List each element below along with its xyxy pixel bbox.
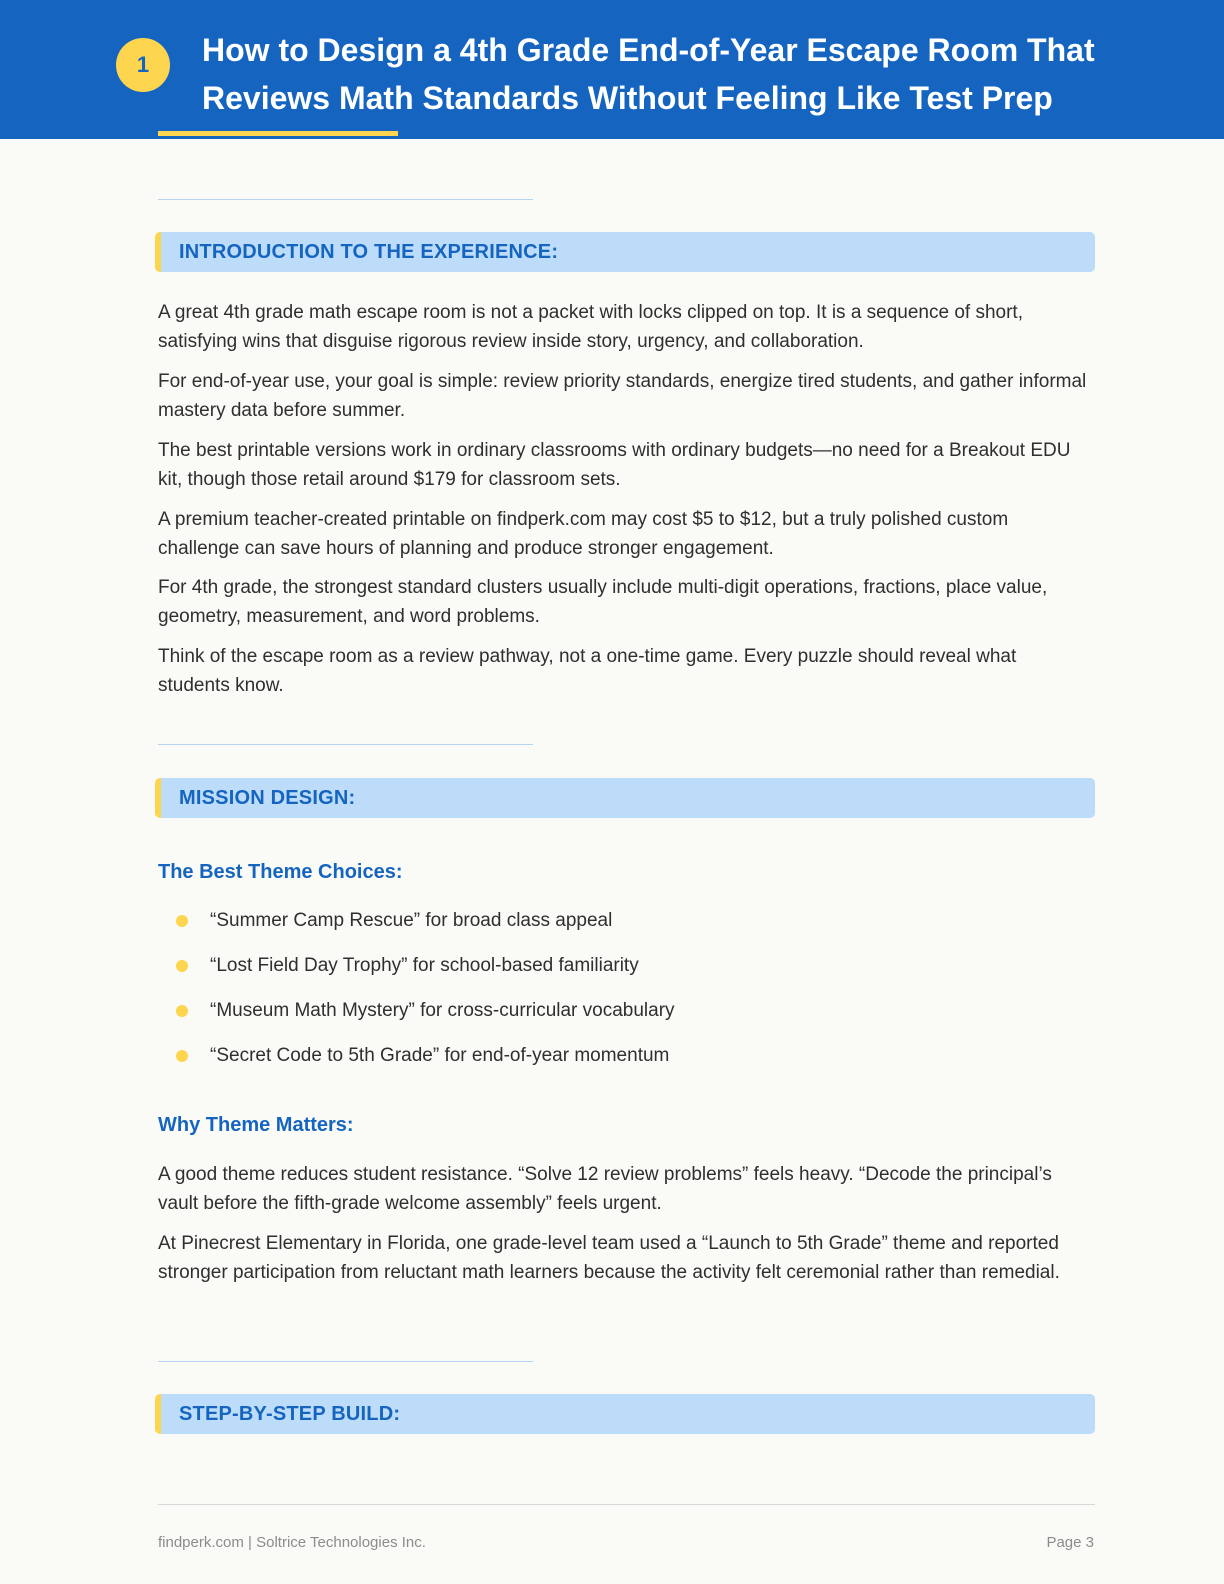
list-item-text: “Summer Camp Rescue” for broad class appeal (210, 910, 613, 931)
footer-page-number: Page 3 (1046, 1534, 1094, 1551)
footer-divider (158, 1504, 1095, 1505)
list-item-text: “Lost Field Day Trophy” for school-based familiarity (210, 955, 639, 976)
paragraph: Think of the escape room as a review pathway, not a one-time game. Every puzzle should reveal what students know. (158, 646, 1017, 696)
page-title (202, 26, 1202, 122)
bullet-dot-icon (176, 1050, 188, 1062)
title-underline (158, 131, 398, 136)
list-item-text: “Secret Code to 5th Grade” for end-of-year momentum (210, 1045, 670, 1066)
bullet-dot-icon (176, 1005, 188, 1017)
section-heading: MISSION DESIGN: (179, 787, 356, 809)
paragraph: The best printable versions work in ordinary classrooms with ordinary budgets—no need for a Breakout EDU kit, though those retail around $179 for classroom sets. (158, 440, 1071, 490)
bullet-dot-icon (176, 960, 188, 972)
paragraph: A great 4th grade math escape room is not a packet with locks clipped on top. It is a sequence of short, satisfying wins that disguise rigorous review inside story, urgency, and collaboration. (158, 302, 1023, 352)
footer-publisher: findperk.com | Soltrice Technologies Inc. (158, 1534, 426, 1551)
subheading-why-theme-matters: Why Theme Matters: (158, 1114, 354, 1136)
page-header (0, 0, 1224, 139)
section-heading: INTRODUCTION TO THE EXPERIENCE: (179, 241, 559, 263)
section-divider (158, 744, 533, 745)
list-item (176, 997, 1076, 1025)
paragraph: For end-of-year use, your goal is simple: review priority standards, energize tired students, and gather informal mastery data before summer. (158, 371, 1087, 421)
section-divider (158, 1361, 533, 1362)
section-heading: STEP-BY-STEP BUILD: (179, 1403, 401, 1425)
section-header-mission-design (155, 778, 1095, 818)
section-header-step-by-step (155, 1394, 1095, 1434)
list-item (176, 952, 1076, 980)
chapter-number-badge: 1 (116, 38, 170, 92)
section-divider (158, 199, 533, 200)
section-header-introduction (155, 232, 1095, 272)
subheading-theme-choices: The Best Theme Choices: (158, 861, 403, 883)
paragraph: At Pinecrest Elementary in Florida, one grade-level team used a “Launch to 5th Grade” theme and reported stronger participation from reluctant math learners because the activity felt ceremonial rather than remedial. (158, 1233, 1060, 1283)
paragraph: A good theme reduces student resistance. “Solve 12 review problems” feels heavy. “Decode the principal’s vault before the fifth-grade welcome assembly” feels urgent. (158, 1164, 1052, 1214)
list-item (176, 1042, 1076, 1070)
list-item (176, 907, 1076, 935)
paragraph: For 4th grade, the strongest standard clusters usually include multi-digit operations, fractions, place value, geometry, measurement, and word problems. (158, 577, 1048, 627)
bullet-dot-icon (176, 915, 188, 927)
title-line-1: How to Design a 4th Grade End-of-Year Escape Room That (202, 32, 1095, 68)
list-item-text: “Museum Math Mystery” for cross-curricular vocabulary (210, 1000, 675, 1021)
paragraph: A premium teacher-created printable on findperk.com may cost $5 to $12, but a truly polished custom challenge can save hours of planning and produce stronger engagement. (158, 509, 1009, 559)
title-line-2: Reviews Math Standards Without Feeling Like Test Prep (202, 80, 1053, 116)
